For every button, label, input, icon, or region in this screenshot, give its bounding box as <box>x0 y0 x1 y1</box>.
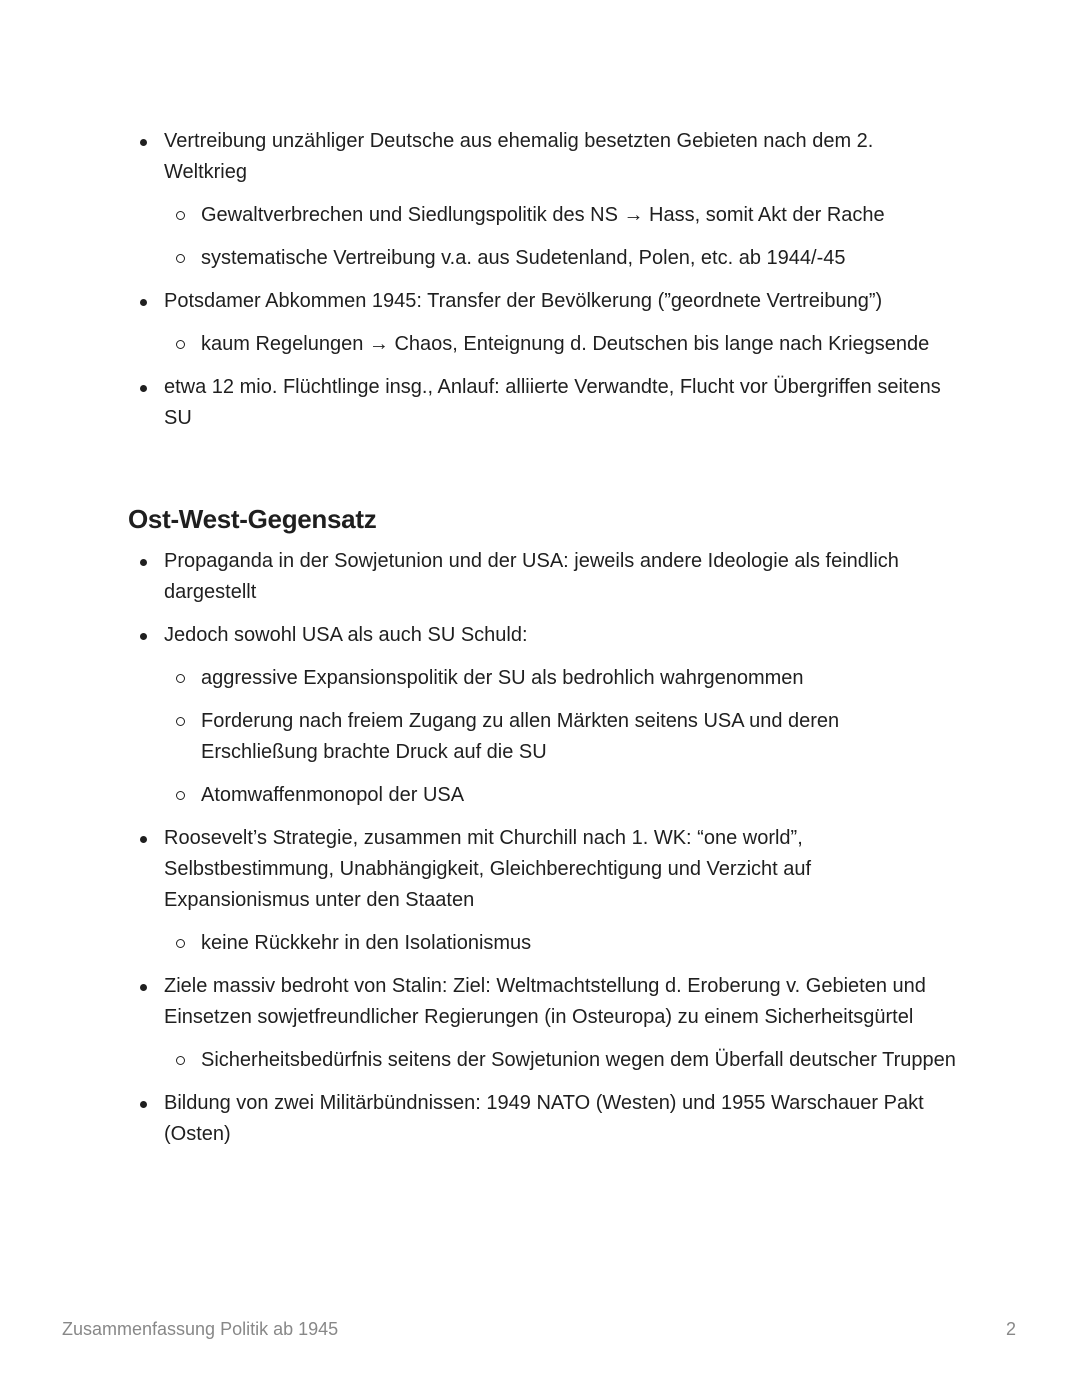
list-item-text: Bildung von zwei Militärbündnissen: 1949 NATO (Westen) und 1955 Warschauer Pakt (Osten) <box>164 1092 924 1145</box>
bullet-icon <box>140 299 147 306</box>
list-item-text: Vertreibung unzähliger Deutsche aus ehemalig besetzten Gebieten nach dem 2. Weltkrieg <box>164 130 874 183</box>
bullet-icon <box>140 385 147 392</box>
list-item-text: Potsdamer Abkommen 1945: Transfer der Bevölkerung (”geordnete Vertreibung”) <box>164 290 883 312</box>
bullet-icon <box>140 984 147 991</box>
bullet-icon <box>140 633 147 640</box>
list-item <box>0 546 1080 608</box>
sub-list-item-text: Forderung nach freiem Zugang zu allen Märkten seitens USA und deren Erschließung brachte Druck auf die SU <box>201 710 840 763</box>
sub-list <box>164 928 960 959</box>
list-item <box>0 620 1080 811</box>
sub-list-item <box>164 780 960 811</box>
list-item <box>0 971 1080 1076</box>
list-item <box>0 286 1080 360</box>
circle-bullet-icon <box>176 254 185 263</box>
bullet-icon <box>140 139 147 146</box>
circle-bullet-icon <box>176 1056 185 1065</box>
section-heading: Ost-West-Gegensatz <box>128 504 377 534</box>
sub-list-item <box>164 663 960 694</box>
list-item <box>0 823 1080 959</box>
circle-bullet-icon <box>176 340 185 349</box>
bullet-list <box>0 126 1080 434</box>
bullet-list <box>0 546 1080 1150</box>
footer-page-number: 2 <box>1005 1319 1016 1339</box>
circle-bullet-icon <box>176 717 185 726</box>
section-vertreibung <box>0 126 1080 446</box>
sub-list <box>164 663 960 811</box>
bullet-icon <box>140 836 147 843</box>
sub-list-item-text: Gewaltverbrechen und Siedlungspolitik des NS → Hass, somit Akt der Rache <box>201 204 885 226</box>
section-ost-west <box>0 502 1080 1162</box>
list-item <box>0 1088 1080 1150</box>
sub-list-item-text: aggressive Expansionspolitik der SU als bedrohlich wahrgenommen <box>201 667 804 689</box>
bullet-icon <box>140 559 147 566</box>
sub-list-item-text: systematische Vertreibung v.a. aus Sudetenland, Polen, etc. ab 1944/-45 <box>201 247 846 269</box>
sub-list-item <box>164 200 960 231</box>
sub-list-item <box>164 243 960 274</box>
sub-list-item <box>164 1045 960 1076</box>
circle-bullet-icon <box>176 674 185 683</box>
sub-list-item-text: Atomwaffenmonopol der USA <box>201 784 465 806</box>
circle-bullet-icon <box>176 791 185 800</box>
sub-list <box>164 1045 960 1076</box>
list-item-text: Jedoch sowohl USA als auch SU Schuld: <box>164 624 528 646</box>
bullet-icon <box>140 1101 147 1108</box>
sub-list <box>164 200 960 274</box>
list-item-text: etwa 12 mio. Flüchtlinge insg., Anlauf: alliierte Verwandte, Flucht vor Übergriffen seitens SU <box>164 376 941 429</box>
list-item <box>0 372 1080 434</box>
list-item <box>0 126 1080 274</box>
list-item-text: Roosevelt’s Strategie, zusammen mit Churchill nach 1. WK: “one world”, Selbstbestimmung, Unabhängigkeit, Gleichberechtigung und Verzicht auf Expansionismus unter den Staaten <box>164 827 812 911</box>
sub-list <box>164 329 960 360</box>
sub-list-item <box>164 706 960 768</box>
list-item-text: Ziele massiv bedroht von Stalin: Ziel: Weltmachtstellung d. Eroberung v. Gebieten und Einsetzen sowjetfreundlicher Regierungen (in Osteuropa) zu einem Sicherheitsgürtel <box>164 975 926 1028</box>
circle-bullet-icon <box>176 211 185 220</box>
sub-list-item <box>164 329 960 360</box>
sub-list-item-text: Sicherheitsbedürfnis seitens der Sowjetunion wegen dem Überfall deutscher Truppen <box>201 1049 956 1071</box>
sub-list-item-text: kaum Regelungen → Chaos, Enteignung d. Deutschen bis lange nach Kriegsende <box>201 333 930 355</box>
circle-bullet-icon <box>176 939 185 948</box>
list-item-text: Propaganda in der Sowjetunion und der USA: jeweils andere Ideologie als feindlich dargestellt <box>164 550 899 603</box>
footer-document-title: Zusammenfassung Politik ab 1945 <box>62 1319 339 1339</box>
sub-list-item-text: keine Rückkehr in den Isolationismus <box>201 932 532 954</box>
sub-list-item <box>164 928 960 959</box>
